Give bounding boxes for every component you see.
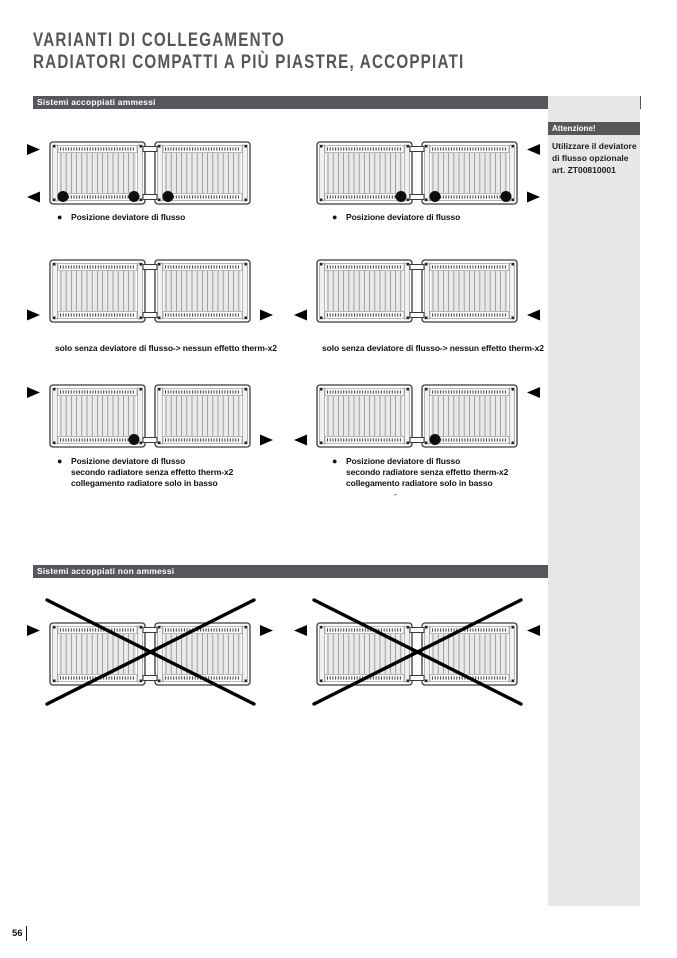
sidebar-note-column (548, 96, 640, 906)
flow-arrow-icon (294, 435, 307, 446)
page-title-line2: RADIATORI COMPATTI A PIÙ PIASTRE, ACCOPPIATI (33, 52, 465, 73)
radiator-left (317, 385, 412, 447)
radiator-pair-diagram-allowed-2-right (292, 252, 542, 335)
caption-bottom-connection-right (332, 456, 508, 500)
flow-arrow-icon (527, 625, 540, 636)
flow-diverter-dot-icon (501, 191, 512, 202)
flow-diverter-dot-icon: ● (57, 456, 63, 466)
caption-bottom-connection-left (57, 456, 233, 489)
caption-text: solo senza deviatore di flusso-> nessun effetto therm-x2 (322, 343, 544, 353)
flow-diverter-dot-icon (129, 434, 140, 445)
pipe-top (410, 265, 424, 270)
caption-text: collegamento radiatore solo in basso (346, 478, 493, 488)
radiator-pair-diagram-not-allowed-right (292, 597, 542, 712)
flow-arrow-icon (527, 310, 540, 321)
page-number-value: 56 (12, 928, 23, 939)
caption-text: secondo radiatore senza effetto therm-x2 (346, 467, 509, 477)
flow-diverter-dot-icon (430, 434, 441, 445)
section-header-allowed: Sistemi accoppiati ammessi (33, 96, 641, 109)
caption-text: secondo radiatore senza effetto therm-x2 (71, 467, 234, 477)
radiator-right (422, 260, 517, 322)
flow-diverter-dot-icon (129, 191, 140, 202)
caption-flow-diverter-left (57, 212, 185, 223)
radiator-pair-diagram-allowed-2-left (25, 252, 275, 335)
pipe-top (410, 628, 424, 633)
page-number (12, 926, 27, 941)
pipe-bottom (410, 313, 424, 318)
caption-stray-dash: - (394, 489, 397, 499)
section-header-not-allowed: Sistemi accoppiati non ammessi (33, 565, 548, 578)
flow-arrow-icon (294, 625, 307, 636)
radiator-left (317, 623, 412, 685)
flow-diverter-dot-icon: ● (57, 212, 63, 222)
pipe-bottom (143, 676, 157, 681)
radiator-right (155, 260, 250, 322)
radiator-left (317, 260, 412, 322)
flow-arrow-icon (260, 625, 273, 636)
flow-diverter-dot-icon: ● (332, 212, 338, 222)
pipe-bottom (143, 195, 157, 200)
radiator-pair-diagram-allowed-3-right (292, 377, 542, 460)
flow-arrow-icon (294, 310, 307, 321)
radiator-pair-diagram-not-allowed-left (25, 597, 275, 712)
caption-text: Posizione deviatore di flusso (71, 212, 186, 222)
flow-arrow-icon (260, 435, 273, 446)
pipe-bottom (143, 313, 157, 318)
radiator-left (50, 260, 145, 322)
caption-flow-diverter-right (332, 212, 460, 223)
flow-arrow-icon (27, 625, 40, 636)
pipe-top (143, 147, 157, 152)
pipe-bottom (410, 195, 424, 200)
flow-arrow-icon (27, 310, 40, 321)
flow-diverter-dot-icon (396, 191, 407, 202)
caption-text: Posizione deviatore di flusso (346, 456, 461, 466)
flow-arrow-icon (27, 144, 40, 155)
caption-text: Posizione deviatore di flusso (71, 456, 186, 466)
attention-note (552, 140, 637, 176)
pipe-top (143, 628, 157, 633)
pipe-top (143, 265, 157, 270)
flow-diverter-dot-icon (58, 191, 69, 202)
flow-arrow-icon (27, 387, 40, 398)
flow-arrow-icon (527, 387, 540, 398)
radiator-pair-diagram-allowed-1-right (292, 134, 542, 217)
flow-diverter-dot-icon (163, 191, 174, 202)
radiator-pair-diagram-allowed-3-left (25, 377, 275, 460)
caption-text: Posizione deviatore di flusso (346, 212, 461, 222)
flow-diverter-dot-icon (430, 191, 441, 202)
radiator-left (50, 623, 145, 685)
pipe-bottom (143, 438, 157, 443)
attention-header: Attenzione! (548, 122, 640, 135)
page-title (33, 30, 464, 74)
pipe-bottom (410, 438, 424, 443)
radiator-right (422, 623, 517, 685)
attention-note-line3: art. ZT00810001 (552, 165, 616, 175)
radiator-pair-diagram-allowed-1-left (25, 134, 275, 217)
caption-no-diverter-left (55, 343, 277, 354)
attention-note-line2: di flusso opzionale (552, 153, 629, 163)
flow-arrow-icon (27, 192, 40, 203)
pipe-bottom (410, 676, 424, 681)
page-title-line1: VARIANTI DI COLLEGAMENTO (33, 30, 286, 51)
page-number-divider (26, 926, 27, 941)
flow-arrow-icon (527, 192, 540, 203)
flow-arrow-icon (260, 310, 273, 321)
caption-text: collegamento radiatore solo in basso (71, 478, 218, 488)
radiator-right (155, 385, 250, 447)
pipe-top (410, 147, 424, 152)
caption-text: solo senza deviatore di flusso-> nessun effetto therm-x2 (55, 343, 277, 353)
caption-no-diverter-right (322, 343, 544, 354)
flow-diverter-dot-icon: ● (332, 456, 338, 466)
flow-arrow-icon (527, 144, 540, 155)
radiator-right (155, 623, 250, 685)
attention-note-line1: Utilizzare il deviatore (552, 141, 637, 151)
